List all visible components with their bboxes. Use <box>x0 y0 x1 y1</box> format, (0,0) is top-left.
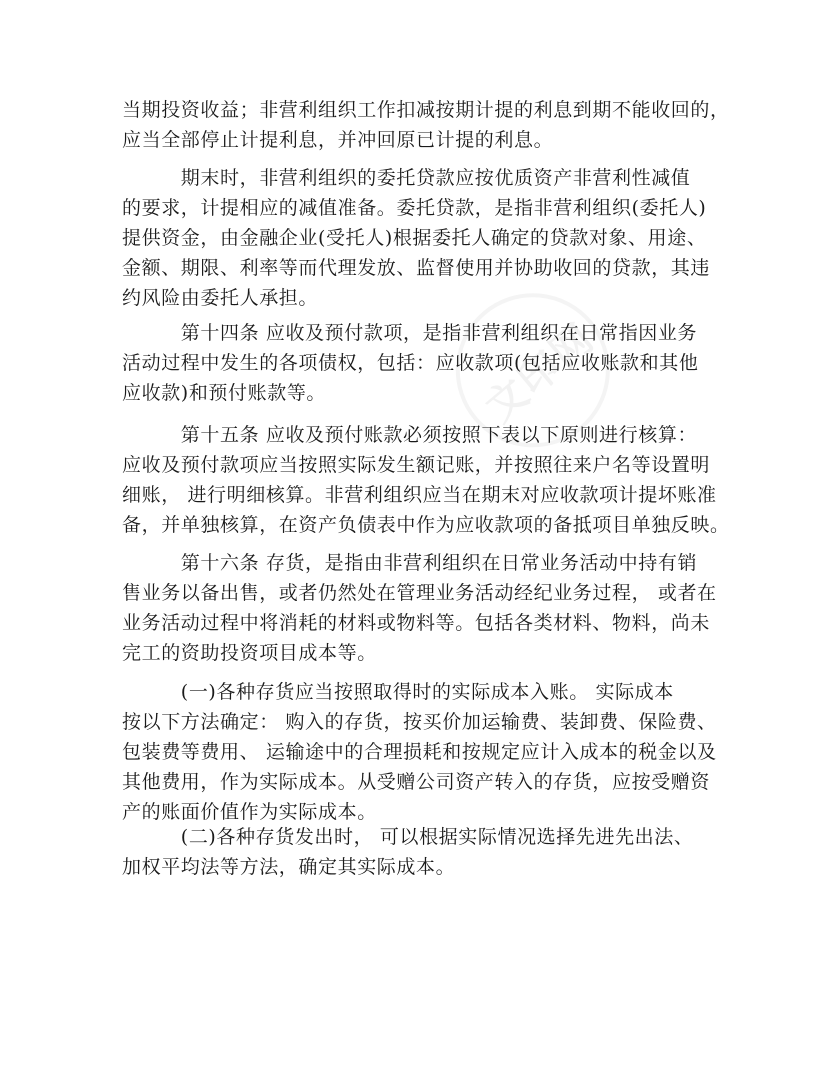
text-line: 应收及预付款项应当按照实际发生额记账，并按照往来户名等设置明 <box>122 454 711 476</box>
text-line: 期末时，非营利组织的委托贷款应按优质资产非营利性减值 <box>122 167 691 189</box>
paragraph-article-14 <box>122 318 722 408</box>
text-line: 的要求，计提相应的减值准备。委托贷款，是指非营利组织(委托人) <box>122 197 707 219</box>
paragraph-investment-income <box>122 95 730 155</box>
text-line: 第十六条 存货，是指由非营利组织在日常业务活动中持有销 <box>122 552 698 574</box>
paragraph-inventory-cost <box>122 677 722 827</box>
text-line: 活动过程中发生的各项债权，包括：应收款项(包括应收账款和其他 <box>122 352 699 374</box>
text-line: 当期投资收益；非营利组织工作扣减按期计提的利息到期不能收回的， <box>122 99 730 121</box>
text-line: 备，并单独核算，在资产负债表中作为应收款项的备抵项目单独反映。 <box>122 514 730 536</box>
text-line: 产的账面价值作为实际成本。 <box>122 801 377 823</box>
text-line: 应当全部停止计提利息，并冲回原已计提的利息。 <box>122 129 554 151</box>
paragraph-article-16 <box>122 548 722 668</box>
text-line: 加权平均法等方法，确定其实际成本。 <box>122 856 456 878</box>
text-line: 第十五条 应收及预付账款必须按照下表以下原则进行核算： <box>122 424 698 446</box>
text-line: 提供资金，由金融企业(受托人)根据委托人确定的贷款对象、用途、 <box>122 227 707 249</box>
paragraph-entrusted-loans <box>122 163 722 313</box>
text-line: 第十四条 应收及预付款项，是指非营利组织在日常指因业务 <box>122 322 698 344</box>
text-line: 金额、期限、利率等而代理发放、监督使用并协助收回的贷款，其违 <box>122 257 711 279</box>
text-line: (一)各种存货应当按照取得时的实际成本入账。 实际成本 <box>122 681 674 703</box>
text-line: 约风险由委托人承担。 <box>122 287 319 309</box>
text-line: 细账， 进行明细核算。非营利组织应当在期末对应收款项计提坏账准 <box>122 484 717 506</box>
paragraph-inventory-issue <box>122 822 722 882</box>
text-line: 按以下方法确定： 购入的存货，按买价加运输费、装卸费、保险费、 <box>122 711 717 733</box>
text-line: 售业务以备出售，或者仍然处在管理业务活动经纪业务过程， 或者在 <box>122 582 717 604</box>
text-line: 应收款)和预付账款等。 <box>122 382 327 404</box>
paragraph-article-15 <box>122 420 730 540</box>
text-line: 其他费用，作为实际成本。从受赠公司资产转入的存货，应按受赠资 <box>122 771 711 793</box>
watermark-text: 文印网 <box>477 314 604 432</box>
text-line: 包装费等费用、 运输途中的合理损耗和按规定应计入成本的税金以及 <box>122 741 717 763</box>
text-line: 业务活动过程中将消耗的材料或物料等。包括各类材料、物料，尚未 <box>122 612 711 634</box>
text-line: (二)各种存货发出时， 可以根据实际情况选择先进先出法、 <box>122 826 694 848</box>
text-line: 完工的资助投资项目成本等。 <box>122 642 377 664</box>
